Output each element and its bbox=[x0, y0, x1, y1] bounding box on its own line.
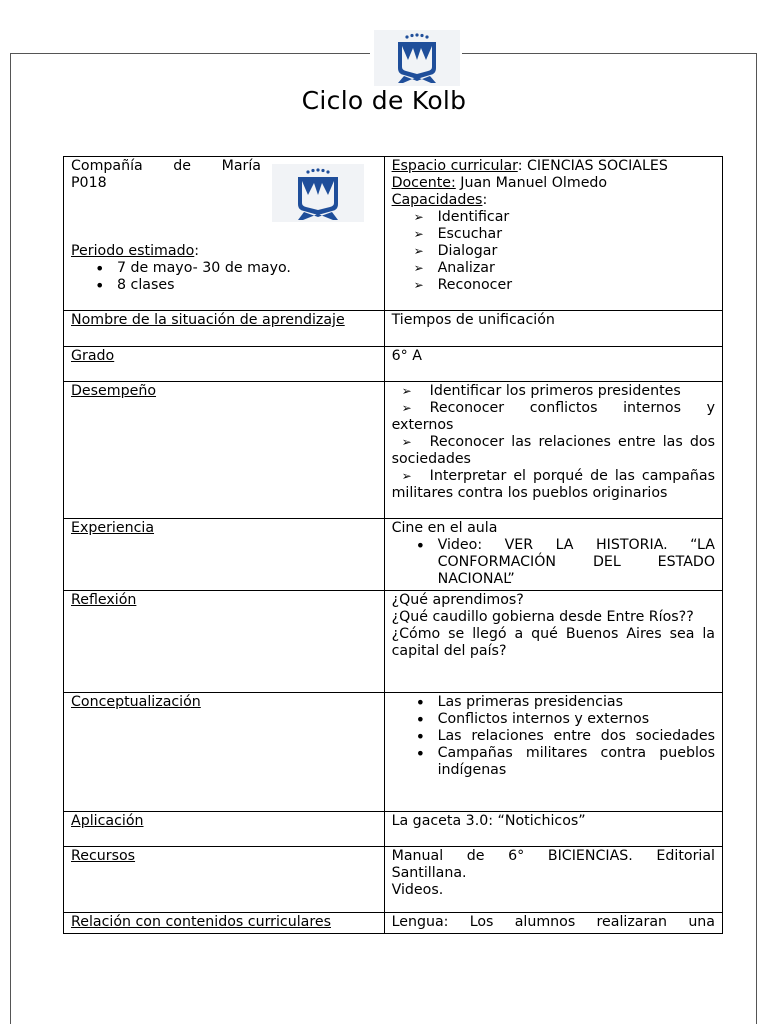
application-row bbox=[64, 812, 723, 847]
company-name: Compañía de María bbox=[71, 158, 261, 174]
list-item: • Las relaciones entre dos sociedades bbox=[414, 728, 715, 745]
capacities-list bbox=[392, 209, 715, 294]
resources-row bbox=[64, 847, 723, 913]
compania-de-maria-logo-icon bbox=[374, 30, 460, 86]
row-label: Recursos bbox=[71, 848, 136, 864]
list-item: • Conflictos internos y externos bbox=[414, 711, 715, 728]
experience-row bbox=[64, 519, 723, 591]
list-item: ➢ Reconocer conflictos internos y externos bbox=[392, 400, 715, 434]
resources-lines bbox=[384, 847, 722, 913]
resource-line: Videos. bbox=[391, 882, 444, 898]
row-label: Reflexión bbox=[71, 592, 137, 608]
row-value: La gaceta 3.0: “Notichicos” bbox=[391, 813, 586, 829]
performance-row bbox=[64, 382, 723, 519]
reflection-lines bbox=[384, 591, 722, 693]
reflection-question: ¿Qué caudillo gobierna desde Entre Ríos?? bbox=[391, 609, 694, 625]
info-cell-left bbox=[64, 157, 385, 311]
teacher: Docente: Juan Manuel Olmedo bbox=[391, 175, 608, 191]
grade-row bbox=[64, 347, 723, 382]
row-label: Experiencia bbox=[71, 520, 155, 536]
situation-row bbox=[64, 311, 723, 347]
lesson-plan-table bbox=[63, 156, 723, 934]
list-item: ➢ Interpretar el porqué de las campañas militares contra los pueblos originarios bbox=[392, 468, 715, 502]
row-label: Relación con contenidos curriculares bbox=[71, 914, 331, 930]
list-item: • Las primeras presidencias bbox=[414, 694, 715, 711]
list-item: ➢ Analizar bbox=[414, 260, 715, 277]
list-item: ➢ Reconocer las relaciones entre las dos sociedades bbox=[392, 434, 715, 468]
performance-list bbox=[384, 382, 722, 519]
reflection-question: ¿Cómo se llegó a qué Buenos Aires sea la capital del país? bbox=[391, 626, 715, 659]
list-item: ➢ Dialogar bbox=[414, 243, 715, 260]
row-value: 6° A bbox=[391, 348, 422, 364]
frame-top-line-left bbox=[10, 53, 370, 54]
row-label: Nombre de la situación de aprendizaje bbox=[71, 312, 345, 328]
list-item: • 8 clases bbox=[93, 277, 377, 294]
frame-left-line bbox=[10, 53, 11, 1024]
list-item: • Campañas militares contra pueblos indígenas bbox=[414, 745, 715, 779]
resource-line: Manual de 6° BICIENCIAS. Editorial Santillana. bbox=[391, 848, 715, 881]
row-value: Tiempos de unificación bbox=[391, 312, 555, 328]
row-label: Conceptualización bbox=[71, 694, 201, 710]
period-list bbox=[71, 260, 377, 294]
info-cell-right bbox=[384, 157, 722, 311]
list-item: ➢ Escuchar bbox=[414, 226, 715, 243]
row-label: Aplicación bbox=[71, 813, 144, 829]
concept-list bbox=[392, 694, 715, 779]
list-item: • 7 de mayo- 30 de mayo. bbox=[93, 260, 377, 277]
reflection-row bbox=[64, 591, 723, 693]
list-item: ➢ Identificar los primeros presidentes bbox=[392, 383, 715, 400]
frame-top-line-right bbox=[462, 53, 757, 54]
curricular-space: Espacio curricular: CIENCIAS SOCIALES bbox=[391, 158, 668, 174]
list-item: ➢ Reconocer bbox=[414, 277, 715, 294]
info-row bbox=[64, 157, 723, 311]
relation-row bbox=[64, 913, 723, 934]
page-title: Ciclo de Kolb bbox=[301, 86, 467, 115]
list-item: • Video: VER LA HISTORIA. “LA CONFORMACIÓN DEL ESTADO NACIONAL” bbox=[414, 537, 715, 588]
row-label: Desempeño bbox=[71, 383, 157, 399]
list-item: ➢ Identificar bbox=[414, 209, 715, 226]
capacities-heading: Capacidades: bbox=[391, 192, 488, 208]
frame-right-line bbox=[756, 53, 757, 1024]
row-value: Lengua: Los alumnos realizaran una bbox=[391, 914, 715, 930]
row-label: Grado bbox=[71, 348, 115, 364]
concept-row bbox=[64, 693, 723, 812]
experience-intro: Cine en el aula bbox=[391, 520, 498, 536]
period-heading: Periodo estimado: bbox=[71, 243, 200, 259]
experience-list bbox=[392, 537, 715, 588]
reflection-question: ¿Qué aprendimos? bbox=[391, 592, 524, 608]
school-code: P018 bbox=[71, 175, 107, 191]
